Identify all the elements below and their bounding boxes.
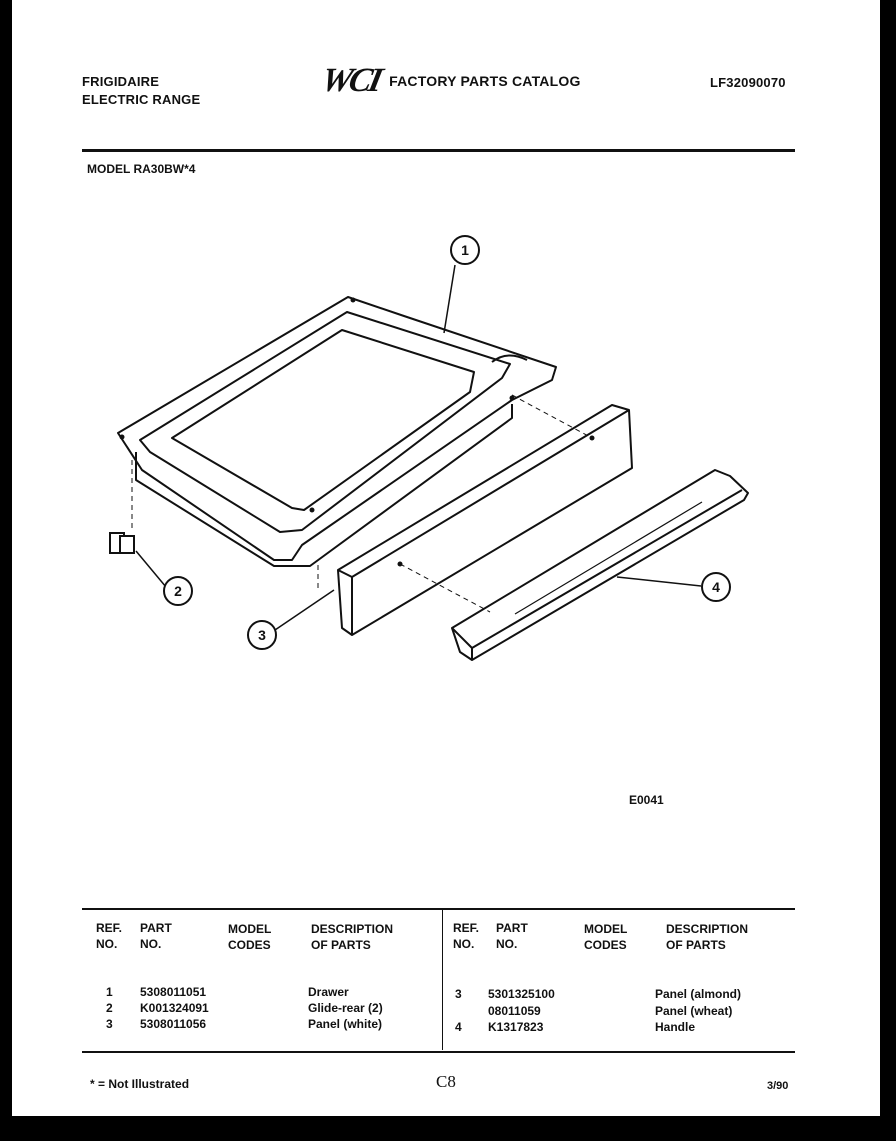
- page-number: C8: [436, 1072, 456, 1091]
- table-row-desc: Panel (white): [308, 1017, 383, 1031]
- glide-rear-part: [110, 533, 134, 553]
- left-ref-header: [96, 920, 122, 952]
- table-row-desc: Handle: [655, 1020, 696, 1034]
- table-row-part: 5308011056: [140, 1017, 207, 1031]
- model-header-line2: CODES: [228, 938, 271, 952]
- table-row-ref: 2: [106, 1001, 113, 1015]
- callout-4: 4: [712, 579, 720, 595]
- table-column-divider: [442, 910, 443, 1050]
- callout-3: 3: [258, 627, 266, 643]
- table-row-part: 5308011051: [140, 985, 207, 999]
- table-row-desc: Drawer: [308, 985, 349, 999]
- right-ref-header: [453, 920, 479, 952]
- callout-2: 2: [174, 583, 182, 599]
- callout-1: 1: [461, 242, 469, 258]
- desc-header-line1: DESCRIPTION: [666, 922, 749, 936]
- not-illustrated-note: * = Not Illustrated: [90, 1077, 190, 1091]
- right-desc-header: [666, 921, 748, 953]
- right-part-header: [496, 920, 528, 952]
- part-header-line2: NO.: [140, 937, 162, 951]
- table-row-desc: Glide-rear (2): [308, 1001, 383, 1015]
- part-header-line2: NO.: [496, 937, 518, 951]
- front-panel-part: [338, 405, 632, 635]
- handle-part: [452, 470, 748, 660]
- wci-logo: WCI: [318, 62, 384, 99]
- right-model-header: [584, 921, 627, 953]
- table-top-rule: [82, 908, 795, 910]
- table-row-part: 08011059: [488, 1004, 541, 1018]
- desc-header-line1: DESCRIPTION: [311, 922, 394, 936]
- product-type: ELECTRIC RANGE: [82, 92, 201, 107]
- left-part-header: [140, 920, 172, 952]
- drawer-exploded-diagram: [12, 0, 880, 880]
- model-header-line1: MODEL: [228, 922, 272, 936]
- model-header-line2: CODES: [584, 938, 627, 952]
- ref-header-line1: REF.: [96, 921, 123, 935]
- table-row-desc: Panel (almond): [655, 987, 742, 1001]
- table-row-ref: 3: [106, 1017, 113, 1031]
- desc-header-line2: OF PARTS: [311, 938, 371, 952]
- diagram-code: E0041: [629, 793, 664, 807]
- drawer-body: [136, 404, 512, 566]
- part-header-line1: PART: [140, 921, 172, 935]
- desc-header-line2: OF PARTS: [666, 938, 726, 952]
- left-model-header: [228, 921, 271, 953]
- ref-header-line2: NO.: [453, 937, 475, 951]
- drawer-outline: [118, 297, 556, 560]
- table-row-desc: Panel (wheat): [655, 1004, 733, 1018]
- model-line: MODEL RA30BW*4: [87, 162, 196, 176]
- table-bottom-rule: [82, 1051, 795, 1053]
- catalog-page: [12, 0, 880, 1116]
- ref-header-line2: NO.: [96, 937, 118, 951]
- brand-name: FRIGIDAIRE: [82, 74, 160, 89]
- ref-header-line1: REF.: [453, 921, 480, 935]
- part-header-line1: PART: [496, 921, 528, 935]
- revision-date: 3/90: [767, 1080, 789, 1092]
- table-row-ref: 1: [106, 985, 113, 999]
- drawer-floor: [172, 330, 474, 510]
- catalog-title: FACTORY PARTS CATALOG: [389, 73, 581, 89]
- table-row-part: K001324091: [140, 1001, 209, 1015]
- catalog-number: LF32090070: [710, 75, 786, 90]
- table-row-ref: 4: [455, 1020, 462, 1034]
- left-desc-header: [311, 921, 393, 953]
- model-header-line1: MODEL: [584, 922, 628, 936]
- table-row-part: K1317823: [488, 1020, 544, 1034]
- table-row-ref: 3: [455, 987, 462, 1001]
- table-row-part: 5301325100: [488, 987, 555, 1001]
